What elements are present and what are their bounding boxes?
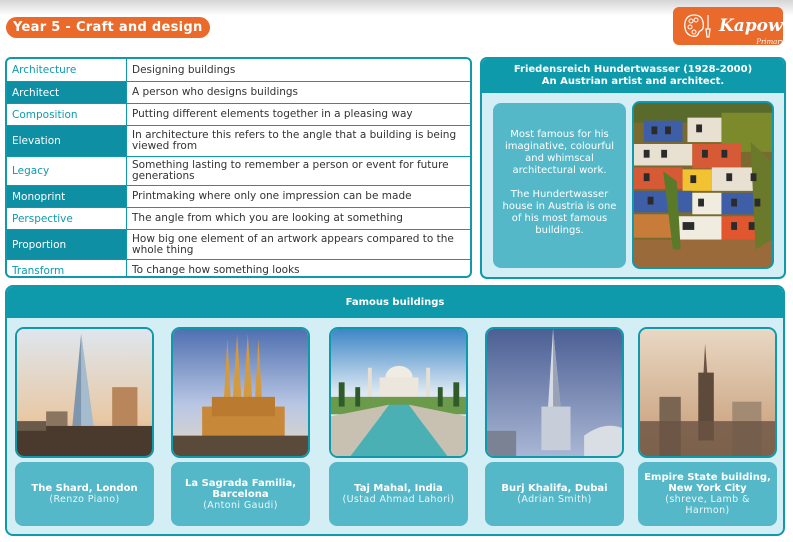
building-name: La Sagrada Familia, Barcelona xyxy=(184,477,297,500)
vocab-definition: In architecture this refers to the angle that a building is being viewed from xyxy=(132,129,457,152)
building-caption xyxy=(638,462,777,526)
the-shard-photo xyxy=(15,327,154,458)
taj-mahal-photo xyxy=(329,327,468,458)
vocab-term: Architecture xyxy=(7,59,127,81)
vocab-term: Monoprint xyxy=(7,186,127,207)
logo-wordmark: Kapow Primary xyxy=(719,18,783,34)
vocabulary-table xyxy=(5,57,472,278)
vocab-row xyxy=(7,59,470,82)
vocab-row xyxy=(7,186,470,208)
artist-panel xyxy=(480,57,786,279)
famous-buildings-heading: Famous buildings xyxy=(7,287,783,318)
vocab-term: Composition xyxy=(7,104,127,125)
vocab-definition: The angle from which you are looking at something xyxy=(132,212,403,224)
vocab-term: Proportion xyxy=(7,230,127,259)
logo-subtitle: Primary xyxy=(756,38,785,46)
vocab-definition: A person who designs buildings xyxy=(132,86,299,98)
vocab-row xyxy=(7,260,470,278)
building-name: Empire State building, New York City xyxy=(644,472,771,494)
vocab-term: Transform xyxy=(7,260,127,278)
building-caption xyxy=(329,462,468,526)
hundertwasser-house-photo xyxy=(632,101,774,269)
page-title: Year 5 - Craft and design xyxy=(6,17,210,38)
sagrada-familia-photo xyxy=(171,327,310,458)
vocab-row xyxy=(7,208,470,230)
vocab-term: Legacy xyxy=(7,157,127,185)
building-architect: (Ustad Ahmad Lahori) xyxy=(342,494,455,505)
artist-paragraph: The Hundertwasser house in Austria is one of his most famous buildings. xyxy=(502,189,617,236)
building-caption xyxy=(15,462,154,526)
building-architect: (Antoni Gaudi) xyxy=(203,499,278,511)
burj-khalifa-photo xyxy=(485,327,624,458)
building-name: The Shard, London xyxy=(31,483,138,494)
vocab-row xyxy=(7,230,470,260)
empire-state-photo xyxy=(638,327,777,458)
artist-paragraph: Most famous for his imaginative, colourful and whimscal architectural work. xyxy=(505,129,614,176)
vocab-term: Perspective xyxy=(7,208,127,229)
kapow-logo xyxy=(673,7,783,45)
vocab-row xyxy=(7,104,470,126)
vocab-row xyxy=(7,157,470,186)
vocab-definition: Designing buildings xyxy=(132,63,236,76)
vocab-definition: Putting different elements together in a pleasing way xyxy=(132,108,413,120)
palette-brush-icon xyxy=(683,13,713,39)
vocab-row xyxy=(7,126,470,157)
vocab-term: Architect xyxy=(7,82,127,103)
building-name: Taj Mahal, India xyxy=(354,483,443,494)
artist-heading xyxy=(482,59,784,93)
artist-description xyxy=(493,103,626,268)
famous-buildings-panel xyxy=(5,285,785,536)
vocab-definition: How big one element of an artwork appears compared to the whole thing xyxy=(132,232,454,256)
vocab-term: Elevation xyxy=(7,126,127,156)
building-architect: (Renzo Piano) xyxy=(49,494,120,505)
artist-subtitle: An Austrian artist and architect. xyxy=(541,76,725,87)
building-caption xyxy=(171,462,310,526)
building-name: Burj Khalifa, Dubai xyxy=(501,483,608,494)
building-architect: (Adrian Smith) xyxy=(517,494,592,505)
artist-name: Friedensreich Hundertwasser (1928-2000) xyxy=(513,64,753,75)
vocab-definition: To change how something looks xyxy=(132,264,300,276)
vocab-definition: Something lasting to remember a person or event for future generations xyxy=(132,159,449,182)
building-architect: (shreve, Lamb & Harmon) xyxy=(665,494,750,516)
building-caption xyxy=(485,462,624,526)
vocab-definition: Printmaking where only one impression can be made xyxy=(132,190,412,202)
vocab-row xyxy=(7,82,470,104)
